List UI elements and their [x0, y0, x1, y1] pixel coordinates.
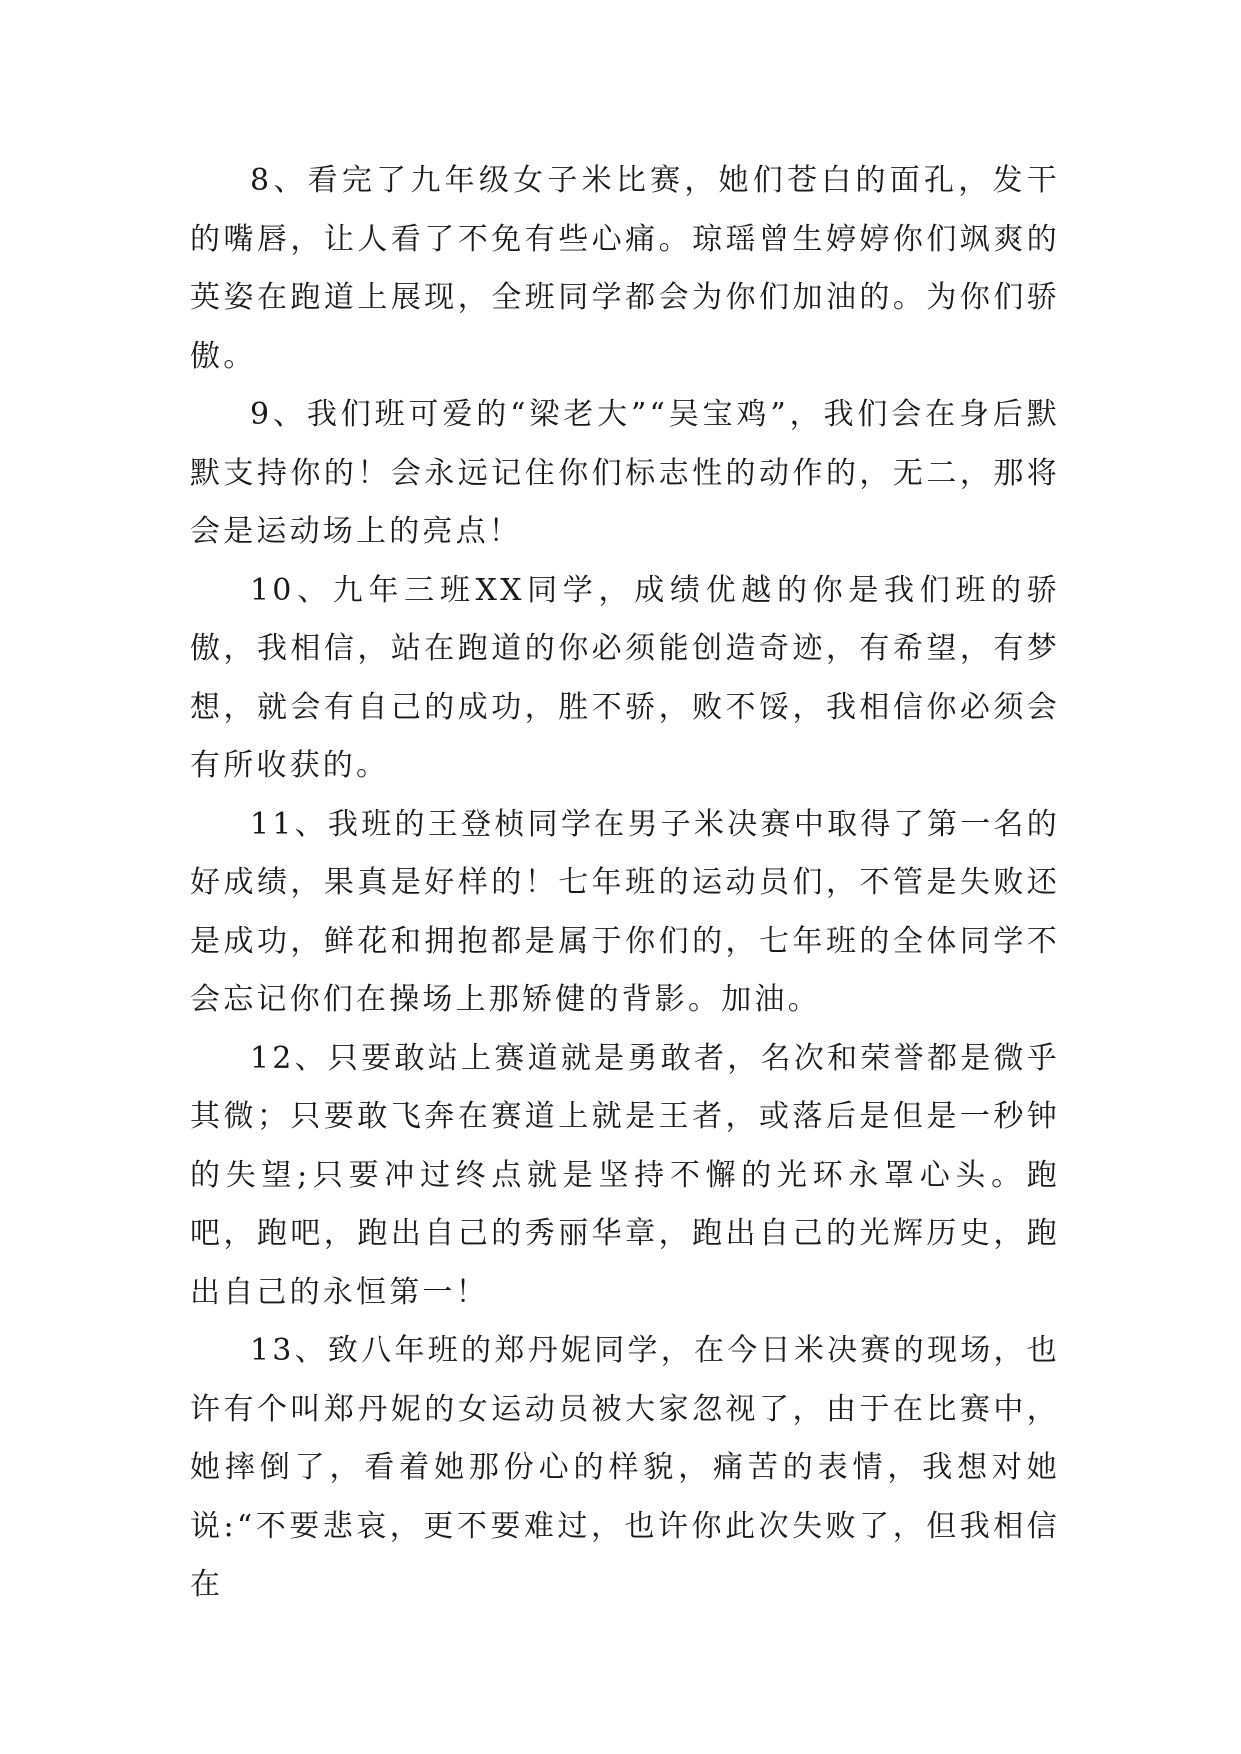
paragraph-13: 13、致八年班的郑丹妮同学，在今日米决赛的现场，也许有个叫郑丹妮的女运动员被大家忽视了，由于在比赛中，她摔倒了，看着她那份心的样貌，痛苦的表情，我想对她说:“不要悲哀，更不要难过，也许你此次失败了，但我相信在: [190, 1333, 1060, 1602]
paragraph-12: 12、只要敢站上赛道就是勇敢者，名次和荣誉都是微乎其微；只要敢飞奔在赛道上就是王者，或落后是但是一秒钟的失望;只要冲过终点就是坚持不懈的光环永罩心头。跑吧，跑吧，跑出自己的秀丽华章，跑出自己的光辉历史，跑出自己的永恒第一！: [190, 1040, 1060, 1310]
paragraph-8: 8、看完了九年级女子米比赛，她们苍白的面孔，发干的嘴唇，让人看了不免有些心痛。琼瑶曾生婷婷你们飒爽的英姿在跑道上展现，全班同学都会为你们加油的。为你们骄傲。: [190, 163, 1060, 374]
paragraph-9: 9、我们班可爱的“梁老大”“吴宝鸡”，我们会在身后默默支持你的！会永远记住你们标志性的动作的，无二，那将会是运动场上的亮点！: [190, 397, 1060, 549]
paragraph-11: 11、我班的王登桢同学在男子米决赛中取得了第一名的好成绩，果真是好样的！七年班的运动员们，不管是失败还是成功，鲜花和拥抱都是属于你们的，七年班的全体同学不会忘记你们在操场上那矫健的背影。加油。: [190, 806, 1060, 1017]
document-body: [190, 152, 1060, 1615]
paragraph-10: 10、九年三班XX同学，成绩优越的你是我们班的骄傲，我相信，站在跑道的你必须能创造奇迹，有希望，有梦想，就会有自己的成功，胜不骄，败不馁，我相信你必须会有所收获的。: [190, 572, 1060, 783]
